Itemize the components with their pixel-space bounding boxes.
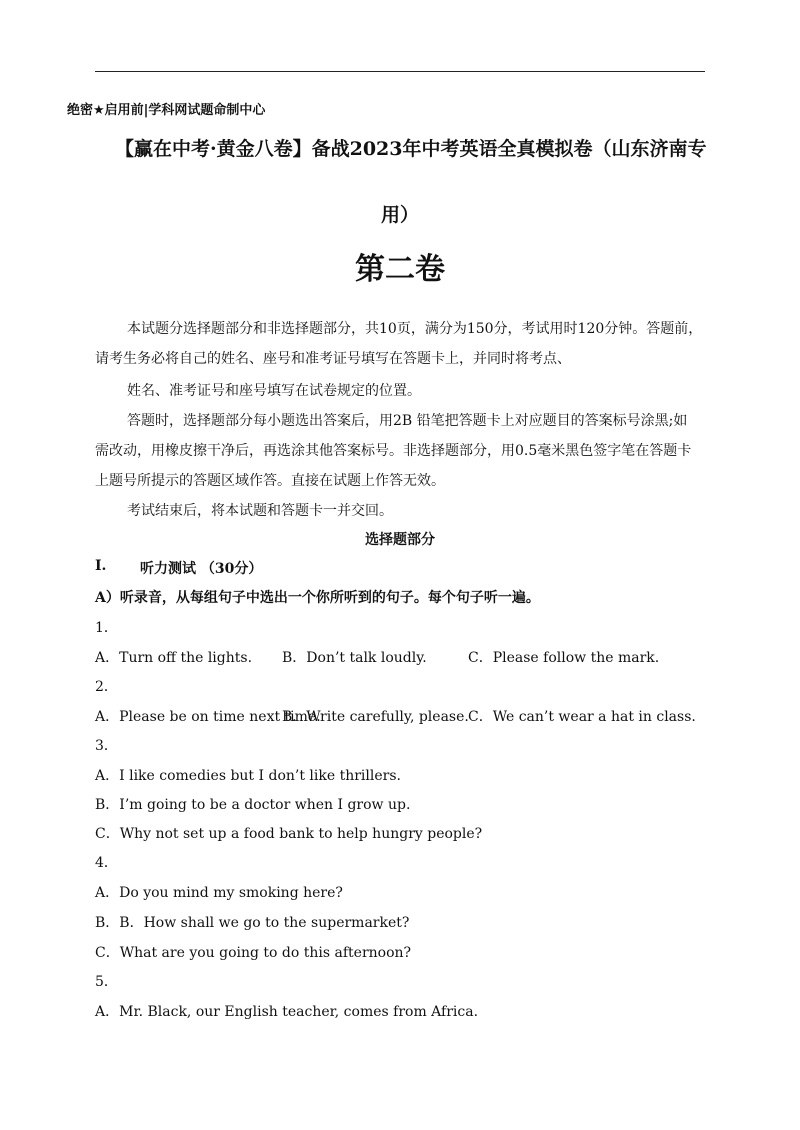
header-rule <box>95 71 705 72</box>
exam-title-line1: 【赢在中考·黄金八卷】备战2023年中考英语全真模拟卷（山东济南专 <box>115 138 707 160</box>
option-c: C．We can’t wear a hat in class. <box>468 709 696 725</box>
sub-instruction: A）听录音，从每组句子中选出一个你所听到的句子。每个句子听一遍。 <box>95 590 540 606</box>
instruction-line: 姓名、准考证号和座号填写在试卷规定的位置。 <box>127 383 421 399</box>
instruction-line: 考试结束后，将本试题和答题卡一并交回。 <box>127 503 393 519</box>
exam-title-line2: 用） <box>380 204 419 226</box>
question-number: 5． <box>95 974 118 990</box>
option-a: A．Do you mind my smoking here? <box>95 885 343 901</box>
option-a: A．Mr. Black, our English teacher, comes from Africa. <box>95 1004 479 1020</box>
question-number: 3． <box>95 738 118 754</box>
part-title: 听力测试 （30分） <box>140 561 263 577</box>
volume-title: 第二卷 <box>355 252 445 287</box>
option-a: A．Turn off the lights. <box>95 650 253 666</box>
option-a: A．I like comedies but I don’t like thrillers. <box>95 768 401 784</box>
option-b: B．Don’t talk loudly. <box>282 650 427 666</box>
option-c: C．Why not set up a food bank to help hungry people? <box>95 826 483 842</box>
option-c: C．What are you going to do this afternoon? <box>95 945 412 961</box>
option-b: B．Write carefully, please. <box>282 709 469 725</box>
option-c: C．Please follow the mark. <box>468 650 660 666</box>
instruction-line: 上题号所提示的答题区域作答。直接在试题上作答无效。 <box>95 473 445 489</box>
option-b: B．B．How shall we go to the supermarket? <box>95 915 410 931</box>
option-b: B．I’m going to be a doctor when I grow up. <box>95 797 411 813</box>
header-note: 绝密★启用前|学科网试题命制中心 <box>67 103 266 118</box>
instruction-line: 需改动，用橡皮擦干净后，再选涂其他答案标号。非选择题部分，用0.5毫米黑色签字笔在答题卡 <box>95 443 692 459</box>
part-number: I. <box>95 558 107 574</box>
question-number: 1． <box>95 620 118 636</box>
question-number: 4． <box>95 855 118 871</box>
instruction-line: 答题时，选择题部分每小题选出答案后，用2B 铅笔把答题卡上对应题目的答案标号涂黑;如 <box>127 413 688 429</box>
question-number: 2． <box>95 679 118 695</box>
instruction-line: 请考生务必将自己的姓名、座号和准考证号填写在答题卡上，并同时将考点、 <box>95 351 571 367</box>
instruction-line: 本试题分选择题部分和非选择题部分，共10页，满分为150分，考试用时120分钟。答题前， <box>127 321 703 337</box>
option-a: A．Please be on time next time. <box>95 709 321 725</box>
section-title: 选择题部分 <box>365 532 435 548</box>
